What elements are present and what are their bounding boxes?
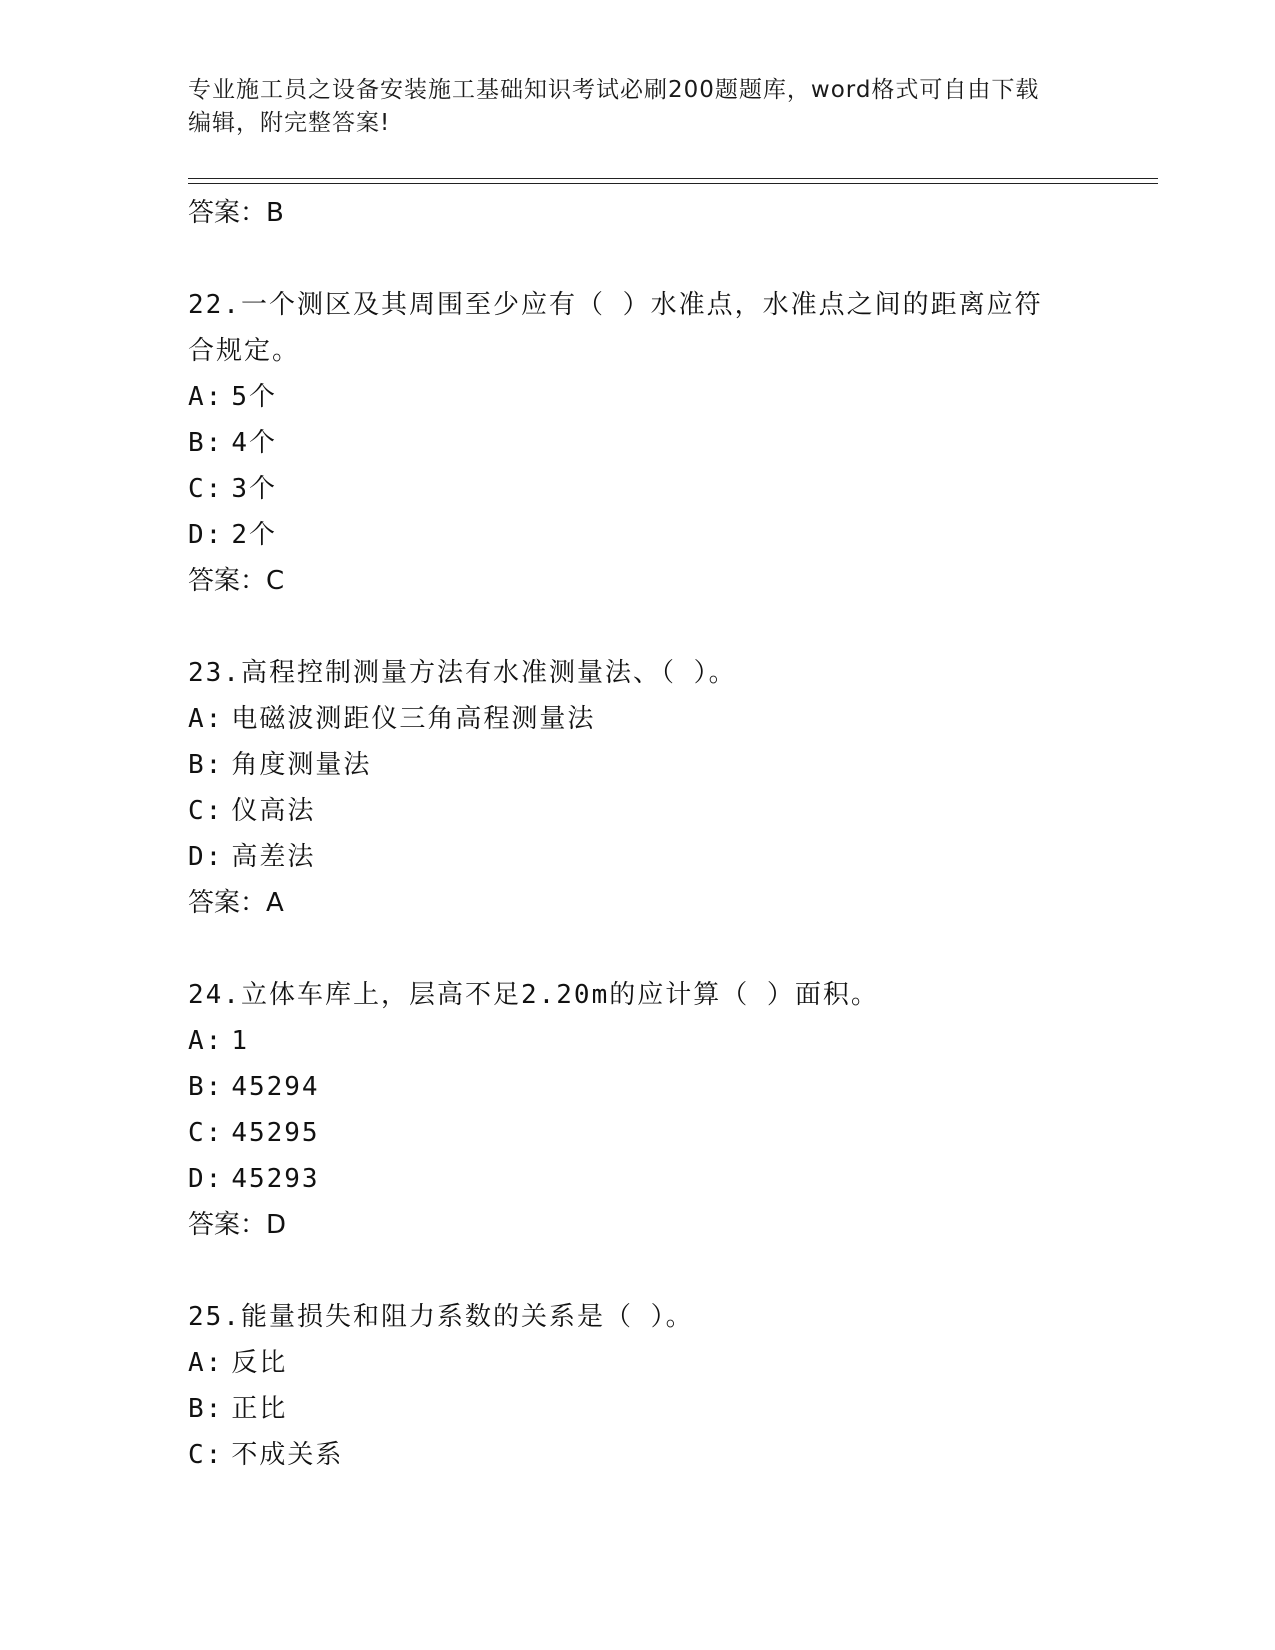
question-stem: 25.能量损失和阻力系数的关系是（ ）。 [188, 1302, 694, 1332]
answer-option [188, 374, 1088, 420]
option-key: B: [188, 1072, 224, 1102]
answer-option [188, 1432, 1088, 1478]
question-list [188, 190, 1088, 1478]
question-answer: 答案：D [188, 1210, 287, 1240]
header-line-2: 编辑，附完整答案! [188, 110, 391, 136]
option-text: 5个 [231, 382, 277, 412]
option-key: C: [188, 474, 224, 504]
option-text: 45293 [231, 1164, 320, 1194]
option-key: C: [188, 796, 224, 826]
option-key: C: [188, 1440, 224, 1470]
option-key: B: [188, 1394, 224, 1424]
option-text: 电磁波测距仪三角高程测量法 [231, 704, 596, 734]
question-block [188, 650, 1088, 926]
answer-option [188, 1340, 1088, 1386]
header-line-1: 专业施工员之设备安装施工基础知识考试必刷200题题库，word格式可自由下载 [188, 77, 1040, 103]
answer-option [188, 788, 1088, 834]
option-text: 1 [231, 1026, 249, 1056]
option-text: 仪高法 [231, 796, 316, 826]
option-key: B: [188, 750, 224, 780]
option-key: C: [188, 1118, 224, 1148]
question-spacer [188, 236, 1088, 282]
answer-option [188, 834, 1088, 880]
question-spacer [188, 926, 1088, 972]
answer-option [188, 512, 1088, 558]
answer-option [188, 1386, 1088, 1432]
option-text: 反比 [231, 1348, 288, 1378]
option-text: 正比 [231, 1394, 288, 1424]
question-stem: 24.立体车库上，层高不足2.20m的应计算（ ）面积。 [188, 980, 879, 1010]
question-block [188, 972, 1088, 1248]
question-stem: 合规定。 [188, 336, 301, 366]
header-divider-top [188, 178, 1158, 179]
option-text: 45294 [231, 1072, 320, 1102]
question-block [188, 1294, 1088, 1478]
question-answer: 答案：A [188, 888, 284, 918]
option-text: 2个 [231, 520, 277, 550]
option-text: 4个 [231, 428, 277, 458]
question-block [188, 282, 1088, 604]
option-text: 角度测量法 [231, 750, 372, 780]
question-spacer [188, 604, 1088, 650]
option-text: 3个 [231, 474, 277, 504]
option-text: 高差法 [231, 842, 316, 872]
answer-option [188, 1064, 1088, 1110]
option-key: B: [188, 428, 224, 458]
previous-answer: 答案：B [188, 198, 284, 228]
option-key: D: [188, 1164, 224, 1194]
question-stem: 22.一个测区及其周围至少应有（ ）水准点，水准点之间的距离应符 [188, 290, 1043, 320]
option-key: A: [188, 382, 224, 412]
answer-option [188, 1018, 1088, 1064]
answer-option [188, 1156, 1088, 1202]
option-text: 不成关系 [231, 1440, 344, 1470]
option-key: D: [188, 520, 224, 550]
question-stem: 23.高程控制测量方法有水准测量法、（ ）。 [188, 658, 737, 688]
option-key: A: [188, 1026, 224, 1056]
document-header [188, 74, 1068, 140]
answer-option [188, 742, 1088, 788]
answer-option [188, 466, 1088, 512]
question-spacer [188, 1248, 1088, 1294]
answer-option [188, 696, 1088, 742]
answer-option [188, 1110, 1088, 1156]
answer-option [188, 420, 1088, 466]
question-answer: 答案：C [188, 566, 285, 596]
option-key: A: [188, 704, 224, 734]
option-key: D: [188, 842, 224, 872]
option-text: 45295 [231, 1118, 320, 1148]
header-divider-bottom [188, 183, 1158, 184]
option-key: A: [188, 1348, 224, 1378]
